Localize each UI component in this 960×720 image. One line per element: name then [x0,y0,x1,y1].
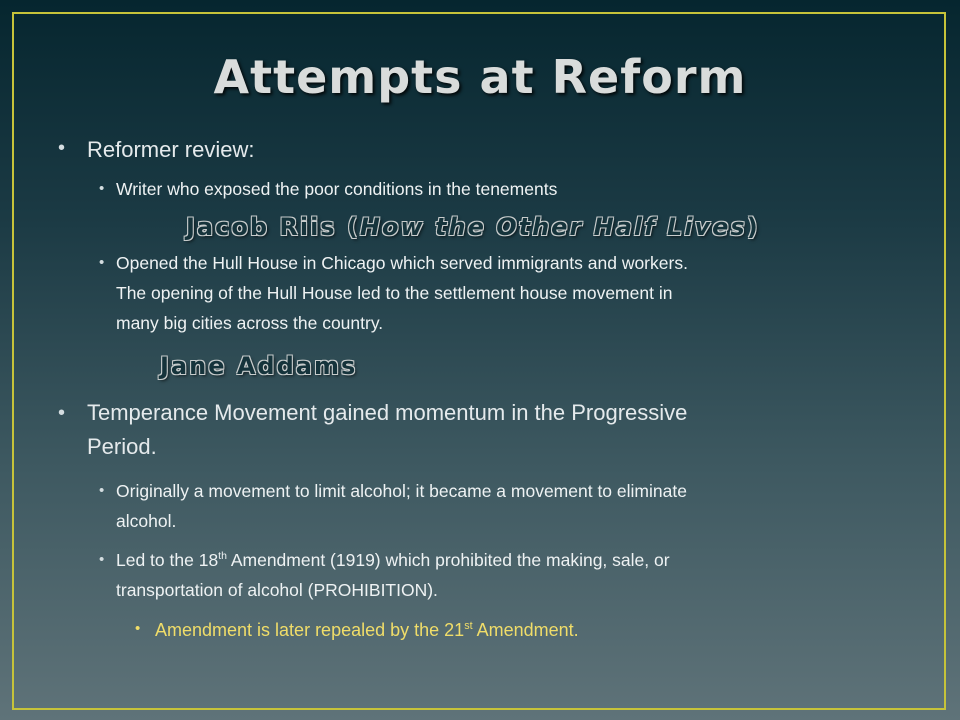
bullet-temperance-point-2 [99,545,670,605]
point-2-post: Amendment (1919) which prohibited the making, sale, or [226,550,670,570]
temperance-heading-line-1: Temperance Movement gained momentum in the Progressive [87,400,688,425]
riis-answer-name: Jacob Riis ( [186,213,360,241]
bullet-temperance-point-1 [99,476,687,536]
riis-answer-book: How the Other Half Lives [359,213,747,241]
bullet-dot: • [99,482,105,499]
sub-point-sup: st [464,620,473,632]
slide-title: Attempts at Reform [213,50,747,104]
temperance-point-1-line-1: Originally a movement to limit alcohol; it became a movement to eliminate [116,481,687,501]
temperance-point-2-line-1 [116,545,670,575]
bullet-dot: • [99,551,105,568]
addams-clue-line-1: Opened the Hull House in Chicago which served immigrants and workers. [116,253,688,273]
bullet-dot: • [58,402,66,424]
bullet-addams-clue [99,248,688,338]
addams-clue-line-3: many big cities across the country. [116,313,384,333]
bullet-temperance-heading [58,396,688,464]
answer-jacob-riis [186,213,760,241]
reformer-review-heading: Reformer review: [87,137,255,162]
sub-point-post: Amendment. [472,620,579,640]
point-2-sup: th [218,550,227,563]
bullet-dot: • [135,620,141,637]
bullet-riis-clue [99,174,558,204]
bullet-dot: • [99,180,105,197]
riis-clue-text: Writer who exposed the poor conditions in the tenements [116,179,558,199]
bullet-repeal-sub-point [135,620,579,641]
temperance-point-2-line-2: transportation of alcohol (PROHIBITION). [116,580,438,600]
sub-point-pre: Amendment is later repealed by the 21 [155,620,465,640]
temperance-heading-line-2: Period. [87,434,157,459]
answer-jane-addams: Jane Addams [160,352,358,380]
riis-answer-close: ) [746,213,760,241]
bullet-reformer-review [58,137,255,163]
point-2-pre: Led to the 18 [116,550,219,570]
slide-border [12,12,946,710]
addams-clue-line-2: The opening of the Hull House led to the settlement house movement in [116,283,673,303]
bullet-dot: • [99,254,105,271]
bullet-dot: • [58,137,66,159]
temperance-point-1-line-2: alcohol. [116,511,177,531]
